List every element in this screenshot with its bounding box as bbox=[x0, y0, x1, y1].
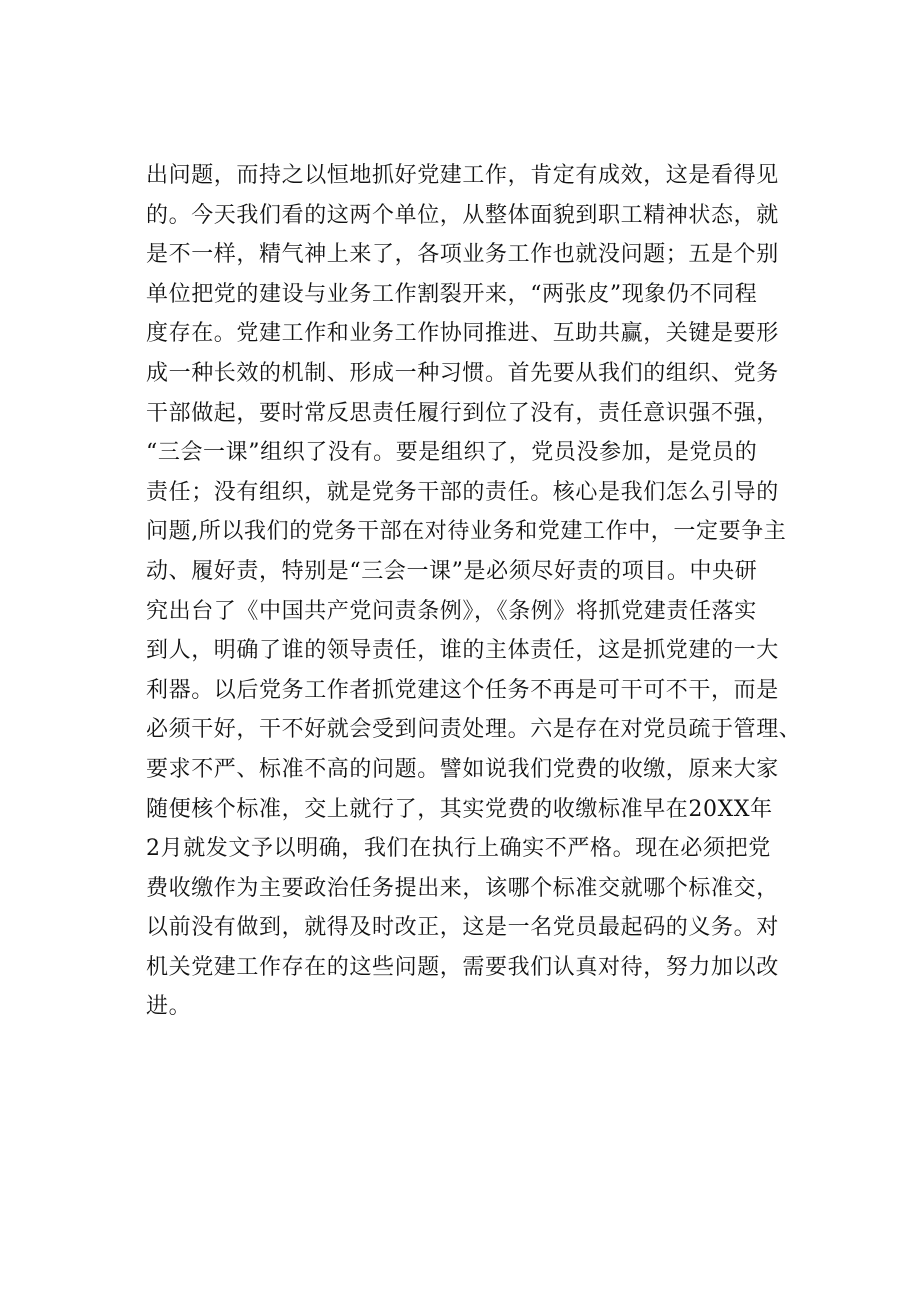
text-line: 干部做起，要时常反思责任履行到位了没有，责任意识强不强， bbox=[146, 400, 779, 426]
text-line: 是不一样，精气神上来了，各项业务工作也就没问题；五是个别 bbox=[146, 242, 779, 268]
text-line: 2月就发文予以明确，我们在执行上确实不严格。现在必须把党 bbox=[146, 836, 771, 862]
text-line: 机关党建工作存在的这些问题，需要我们认真对待，努力加以改 bbox=[146, 954, 779, 980]
body-paragraph bbox=[146, 156, 846, 1027]
text-line: 到人，明确了谁的领导责任，谁的主体责任，这是抓党建的一大 bbox=[146, 638, 779, 664]
text-line: “三会一课”组织了没有。要是组织了，党员没参加，是党员的 bbox=[146, 440, 758, 466]
text-line: 利器。以后党务工作者抓党建这个任务不再是可干可不干，而是 bbox=[146, 677, 779, 703]
text-line: 责任；没有组织，就是党务干部的责任。核心是我们怎么引导的 bbox=[146, 479, 779, 505]
text-line: 成一种长效的机制、形成一种习惯。首先要从我们的组织、党务 bbox=[146, 360, 779, 386]
text-line: 究出台了《中国共产党问责条例》，《条例》将抓党建责任落实 bbox=[146, 598, 757, 624]
text-line: 动、履好责，特别是“三会一课”是必须尽好责的项目。中央研 bbox=[146, 558, 758, 584]
text-line: 问题,所以我们的党务干部在对待业务和党建工作中，一定要争主 bbox=[146, 519, 787, 545]
text-line: 必须干好，干不好就会受到问责处理。六是存在对党员疏于管理、 bbox=[146, 717, 802, 743]
text-line: 出问题，而持之以恒地抓好党建工作，肯定有成效，这是看得见 bbox=[146, 163, 779, 188]
text-line: 要求不严、标准不高的问题。譬如说我们党费的收缴，原来大家 bbox=[146, 756, 779, 782]
text-line: 单位把党的建设与业务工作割裂开来，“两张皮”现象仍不同程 bbox=[146, 281, 758, 307]
text-line: 度存在。党建工作和业务工作协同推进、互助共赢，关键是要形 bbox=[146, 321, 779, 347]
text-line: 的。今天我们看的这两个单位，从整体面貌到职工精神状态，就 bbox=[146, 202, 779, 228]
text-line: 以前没有做到，就得及时改正，这是一名党员最起码的义务。对 bbox=[146, 915, 779, 941]
text-line: 费收缴作为主要政治任务提出来，该哪个标准交就哪个标准交， bbox=[146, 875, 779, 901]
text-line: 随便核个标准，交上就行了，其实党费的收缴标准早在20XX年 bbox=[146, 796, 773, 822]
text-line: 进。 bbox=[146, 994, 192, 1020]
